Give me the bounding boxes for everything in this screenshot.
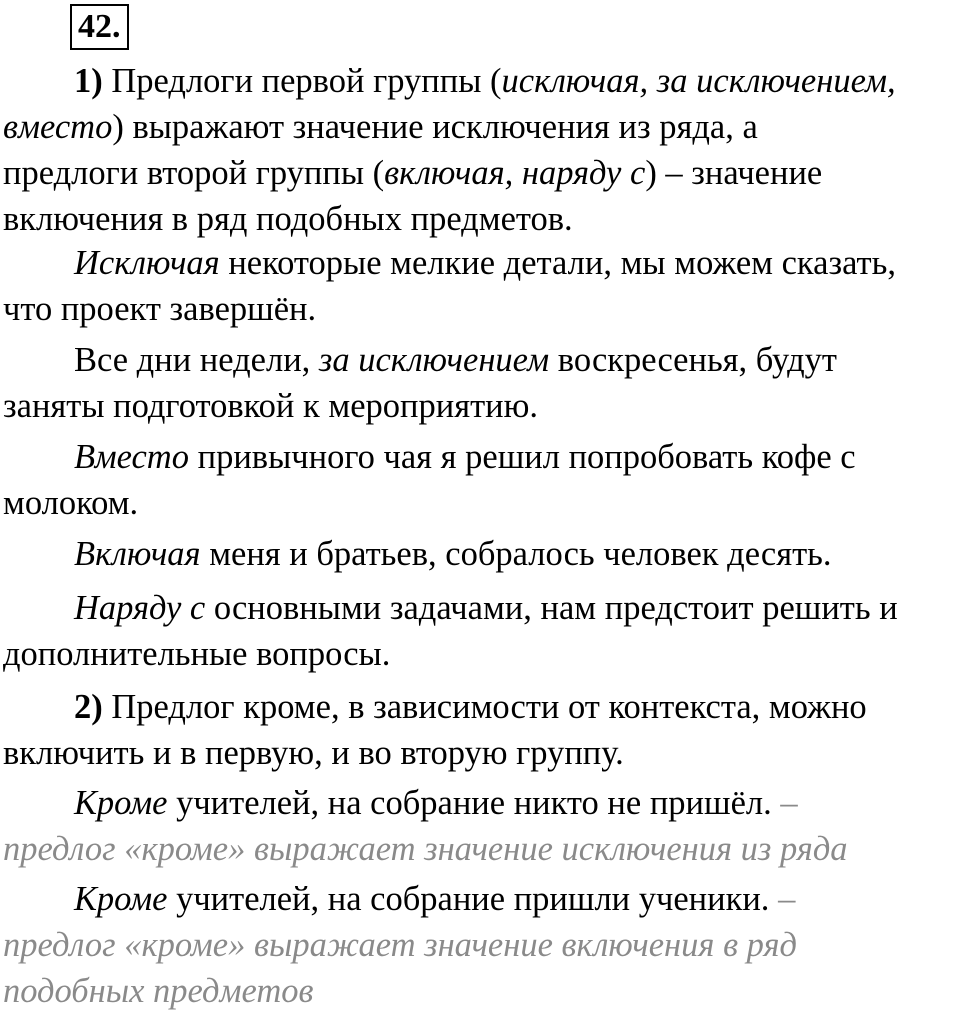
note-dash: –: [780, 784, 798, 822]
part2-paragraph: [3, 684, 959, 776]
part1-text-5: включения в ряд подобных предметов.: [3, 200, 573, 238]
example-note: предлог «кроме» выражает значение исключения из ряда: [3, 830, 848, 868]
example-paragraph: [3, 531, 959, 577]
part2-marker: 2): [74, 688, 103, 726]
example-text: воскресенья, будут: [549, 341, 837, 379]
example-paragraph: [3, 240, 959, 332]
part1-text-3: предлоги второй группы (: [3, 154, 385, 192]
example-lead: Кроме: [74, 880, 168, 918]
example-lead: Исключая: [74, 244, 220, 282]
example-paragraph: [3, 585, 959, 677]
example-text: привычного чая я решил попробовать кофе с: [188, 438, 856, 476]
part1-marker: 1): [74, 62, 103, 100]
part1-text-2: ) выражают значение исключения из ряда, а: [112, 108, 758, 146]
example-paragraph: [3, 876, 959, 1014]
example-text: учителей, на собрание никто не пришёл.: [167, 784, 781, 822]
example-paragraph: [3, 434, 959, 526]
exercise-number: 42.: [70, 4, 129, 50]
example-paragraph: [3, 337, 959, 429]
example-text: что проект завершён.: [3, 290, 317, 328]
example-lead: Кроме: [74, 784, 168, 822]
example-text: учителей, на собрание пришли ученики.: [167, 880, 779, 918]
example-text: меня и братьев, собралось человек десять.: [200, 535, 832, 573]
example-lead: за исключением: [318, 341, 550, 379]
example-text: заняты подготовкой к мероприятию.: [3, 387, 539, 425]
part1-paragraph: [3, 58, 959, 242]
example-text: основными задачами, нам предстоит решить и: [205, 589, 898, 627]
example-note: предлог «кроме» выражает значение включения в ряд: [3, 926, 797, 964]
part1-text-1: Предлоги первой группы (: [102, 62, 502, 100]
example-note: подобных предметов: [3, 972, 314, 1010]
example-text: Все дни недели,: [74, 341, 319, 379]
example-text: дополнительные вопросы.: [3, 635, 391, 673]
part1-text-4: ) – значение: [645, 154, 823, 192]
note-dash: –: [778, 880, 796, 918]
example-paragraph: [3, 780, 959, 872]
part2-text-1: Предлог кроме, в зависимости от контекста, можно: [102, 688, 867, 726]
part1-italic-3: включая, наряду с: [384, 154, 646, 192]
example-lead: Вместо: [74, 438, 189, 476]
example-text: молоком.: [3, 484, 139, 522]
part2-text-2: включить и в первую, и во вторую группу.: [3, 734, 624, 772]
part1-italic-1: исключая, за исключением,: [501, 62, 896, 100]
part1-italic-2: вместо: [3, 108, 113, 146]
example-lead: Наряду с: [74, 589, 206, 627]
example-text: некоторые мелкие детали, мы можем сказать,: [219, 244, 896, 282]
example-lead: Включая: [74, 535, 201, 573]
